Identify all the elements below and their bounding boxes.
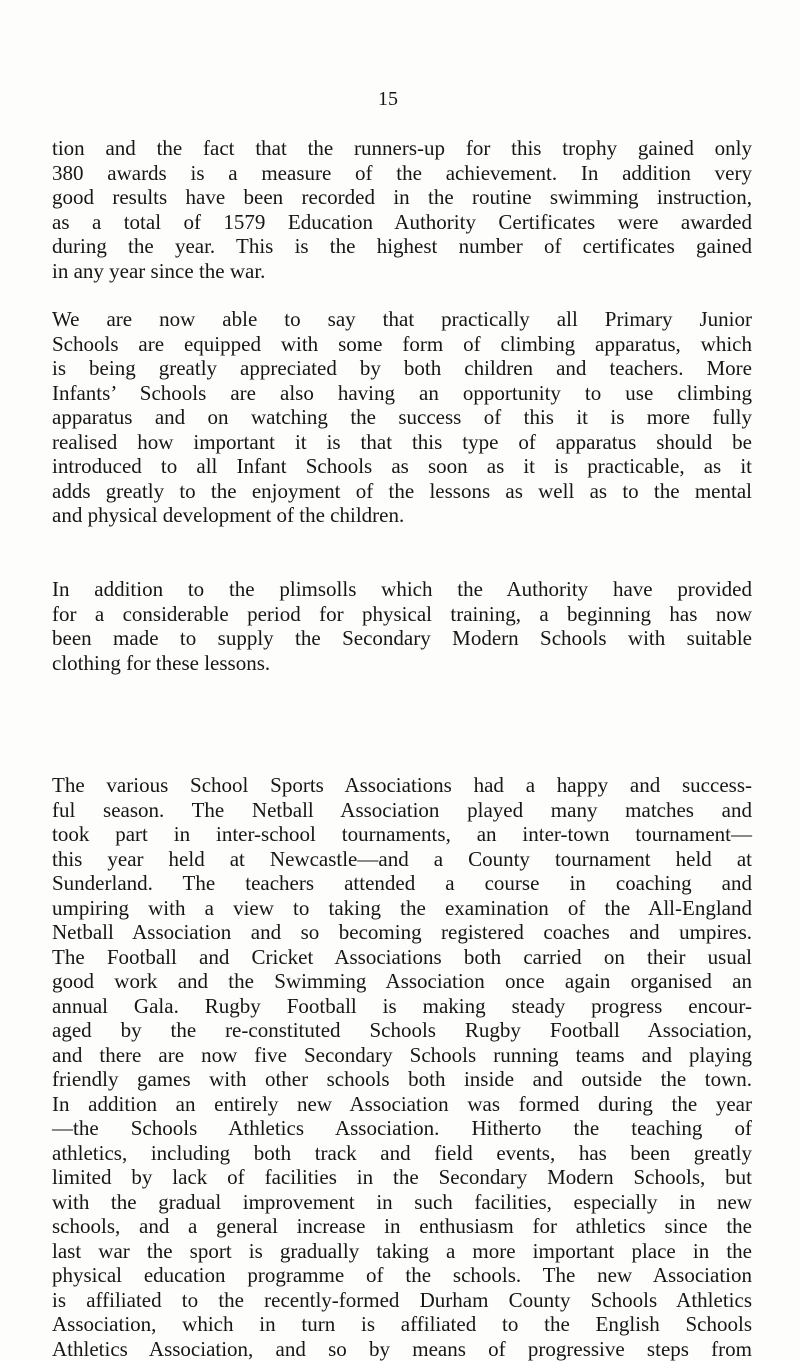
text-line: annual Gala. Rugby Football is making steady progress encour- [52, 994, 752, 1019]
text-line: umpiring with a view to taking the examination of the All-England [52, 896, 752, 921]
text-line: for a considerable period for physical training, a beginning has now [52, 602, 752, 627]
text-line: apparatus and on watching the success of this it is more fully [52, 405, 752, 430]
text-line: is affiliated to the recently-formed Durham County Schools Athletics [52, 1288, 752, 1313]
text-line: 380 awards is a measure of the achievement. In addition very [52, 161, 752, 186]
text-line: In addition to the plimsolls which the Authority have provided [52, 577, 752, 602]
text-line: limited by lack of facilities in the Secondary Modern Schools, but [52, 1165, 752, 1190]
text-line: this year held at Newcastle—and a County tournament held at [52, 847, 752, 872]
text-line: —the Schools Athletics Association. Hitherto the teaching of [52, 1116, 752, 1141]
text-line: with the gradual improvement in such facilities, especially in new [52, 1190, 752, 1215]
text-line: last war the sport is gradually taking a more important place in the [52, 1239, 752, 1264]
text-line: Sunderland. The teachers attended a course in coaching and [52, 871, 752, 896]
text-line: and physical development of the children. [52, 503, 752, 528]
text-line: is being greatly appreciated by both children and teachers. More [52, 356, 752, 381]
text-line: In addition an entirely new Association was formed during the year [52, 1092, 752, 1117]
text-line: athletics, including both track and field events, has been greatly [52, 1141, 752, 1166]
paragraph [52, 773, 752, 1361]
text-line: The Football and Cricket Associations both carried on their usual [52, 945, 752, 970]
text-line: We are now able to say that practically all Primary Junior [52, 307, 752, 332]
text-line: Schools are equipped with some form of climbing apparatus, which [52, 332, 752, 357]
text-line: during the year. This is the highest number of certificates gained [52, 234, 752, 259]
text-line: physical education programme of the schools. The new Association [52, 1263, 752, 1288]
page-number: 15 [378, 88, 398, 111]
text-line: The various School Sports Associations had a happy and success- [52, 773, 752, 798]
text-line: realised how important it is that this type of apparatus should be [52, 430, 752, 455]
text-line: good work and the Swimming Association once again organised an [52, 969, 752, 994]
text-line: Infants’ Schools are also having an opportunity to use climbing [52, 381, 752, 406]
paragraph [52, 577, 752, 675]
text-line: and there are now five Secondary Schools running teams and playing [52, 1043, 752, 1068]
text-line: adds greatly to the enjoyment of the lessons as well as to the mental [52, 479, 752, 504]
text-line: aged by the re-constituted Schools Rugby Football Association, [52, 1018, 752, 1043]
text-line: introduced to all Infant Schools as soon as it is practicable, as it [52, 454, 752, 479]
text-line: in any year since the war. [52, 259, 752, 284]
text-line: been made to supply the Secondary Modern Schools with suitable [52, 626, 752, 651]
text-line: schools, and a general increase in enthusiasm for athletics since the [52, 1214, 752, 1239]
text-line: ful season. The Netball Association played many matches and [52, 798, 752, 823]
text-line: tion and the fact that the runners-up for this trophy gained only [52, 136, 752, 161]
paragraph [52, 307, 752, 528]
text-line: clothing for these lessons. [52, 651, 752, 676]
text-line: Netball Association and so becoming registered coaches and umpires. [52, 920, 752, 945]
text-line: good results have been recorded in the routine swimming instruction, [52, 185, 752, 210]
text-line: took part in inter-school tournaments, an inter-town tournament— [52, 822, 752, 847]
text-line: Athletics Association, and so by means of progressive steps from [52, 1337, 752, 1361]
text-line: Association, which in turn is affiliated to the English Schools [52, 1312, 752, 1337]
paragraph [52, 136, 752, 283]
text-line: friendly games with other schools both inside and outside the town. [52, 1067, 752, 1092]
text-line: as a total of 1579 Education Authority Certificates were awarded [52, 210, 752, 235]
